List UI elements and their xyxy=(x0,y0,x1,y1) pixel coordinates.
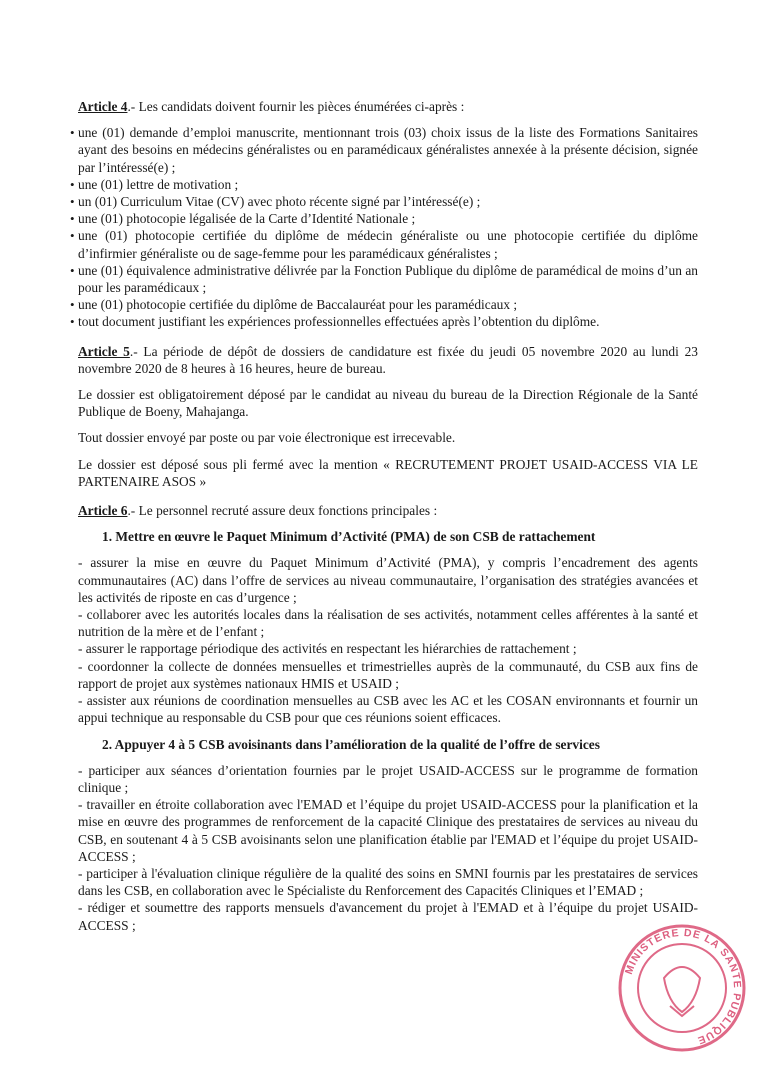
stamp-rings xyxy=(620,926,744,1050)
list-item: • une (01) lettre de motivation ; xyxy=(78,176,698,193)
list-item: • une (01) photocopie certifiée du diplôme de médecin généraliste ou une photocopie certifiée du diplôme d’infirmier généraliste ou de sage-femme pour les paramédicaux généralistes ; xyxy=(78,227,698,261)
list-item: - collaborer avec les autorités locales dans la réalisation de ses activités, notamment celles afférentes à la santé et nutrition de la mère et de l’enfant ; xyxy=(78,607,698,640)
article-4-heading xyxy=(78,98,698,115)
section-2-list xyxy=(78,762,698,934)
list-item: • tout document justifiant les expériences professionnelles effectuées après l’obtention du diplôme. xyxy=(78,313,698,330)
article-4-list xyxy=(78,124,698,330)
list-item: • une (01) photocopie certifiée du diplôme de Baccalauréat pour les paramédicaux ; xyxy=(78,296,698,313)
article-4-label: Article 4 xyxy=(78,99,128,114)
article-5-paragraph: Le dossier est obligatoirement déposé par le candidat au niveau du bureau de la Direction Régionale de la Santé Publique de Boeny, Mahajanga. xyxy=(78,387,698,420)
article-6-heading xyxy=(78,502,698,519)
list-item: - participer aux séances d’orientation fournies par le projet USAID-ACCESS sur le programme de formation clinique ; xyxy=(78,762,698,795)
list-item: • une (01) demande d’emploi manuscrite, mentionnant trois (03) choix issus de la liste des Formations Sanitaires ayant des besoins en médecins généralistes ou en paramédicaux généralistes annexée à la présente décision, signée par l’intéressé(e) ; xyxy=(78,124,698,176)
article-6-intro: .- Le personnel recruté assure deux fonctions principales : xyxy=(127,503,438,519)
section-2-title: 2. Appuyer 4 à 5 CSB avoisinants dans l’amélioration de la qualité de l’offre de services xyxy=(102,736,600,752)
document-page xyxy=(78,98,698,934)
section-1-list xyxy=(78,554,698,726)
list-item: - assister aux réunions de coordination mensuelles au CSB avec les AC et les COSAN environnants et fournir un appui technique au responsable du CSB pour que ces réunions soient efficaces. xyxy=(78,693,698,726)
section-1-title: 1. Mettre en œuvre le Paquet Minimum d’Activité (PMA) de son CSB de rattachement xyxy=(102,529,596,545)
article-5-paragraph: Tout dossier envoyé par poste ou par voie électronique est irrecevable. xyxy=(78,430,456,446)
list-item: - rédiger et soumettre des rapports mensuels d'avancement du projet à l'EMAD et à l’équipe du projet USAID-ACCESS ; xyxy=(78,900,698,933)
article-4-intro: .- Les candidats doivent fournir les pièces énumérées ci-après : xyxy=(127,99,465,114)
list-item: • une (01) photocopie légalisée de la Carte d’Identité Nationale ; xyxy=(78,210,698,227)
article-5-intro: .- La période de dépôt de dossiers de candidature est fixée du jeudi 05 novembre 2020 au lundi 23 novembre 2020 de 8 heures à 16 heures, heure de bureau. xyxy=(78,343,698,376)
list-item: • un (01) Curriculum Vitae (CV) avec photo récente signé par l’intéressé(e) ; xyxy=(78,193,698,210)
official-stamp xyxy=(612,918,752,1058)
list-item: - coordonner la collecte de données mensuelles et trimestrielles auprès de la communauté, du CSB aux fins de rapport de projet aux systèmes nationaux HMIS et USAID ; xyxy=(78,658,698,691)
article-5-paragraph: Le dossier est déposé sous pli fermé avec la mention « RECRUTEMENT PROJET USAID-ACCESS VIA LE PARTENAIRE ASOS » xyxy=(78,456,698,489)
list-item: - participer à l'évaluation clinique régulière de la qualité des soins en SMNI fournis par les prestataires de services dans les CSB, en collaboration avec le Spécialiste du Renforcement des Capacités Cliniques et l’EMAD ; xyxy=(78,865,698,899)
list-item: - travailler en étroite collaboration avec l'EMAD et l’équipe du projet USAID-ACCESS pour la planification et la mise en œuvre des programmes de renforcement de la capacité Clinique des prestataires de services au niveau du CSB, en soutenant 4 à 5 CSB avoisinants selon une planification établie par l'EMAD et l’équipe du projet USAID-ACCESS ; xyxy=(78,797,698,864)
list-item: • une (01) équivalence administrative délivrée par la Fonction Publique du diplôme de paramédical de moins d’un an pour les paramédicaux ; xyxy=(78,262,698,296)
article-6-label: Article 6 xyxy=(78,503,128,519)
article-5-label: Article 5 xyxy=(78,343,130,359)
list-item: - assurer la mise en œuvre du Paquet Minimum d’Activité (PMA), y compris l’encadrement des agents communautaires (AC) dans l’offre de services au niveau communautaire, l’organisation des stratégies avancées et les activités de riposte en cas d’urgence ; xyxy=(78,555,698,605)
list-item: - assurer le rapportage périodique des activités en respectant les hiérarchies de rattachement ; xyxy=(78,641,577,657)
article-5-heading xyxy=(78,343,698,377)
stamp-text: MINISTERE DE LA SANTE PUBLIQUE xyxy=(622,926,744,1047)
